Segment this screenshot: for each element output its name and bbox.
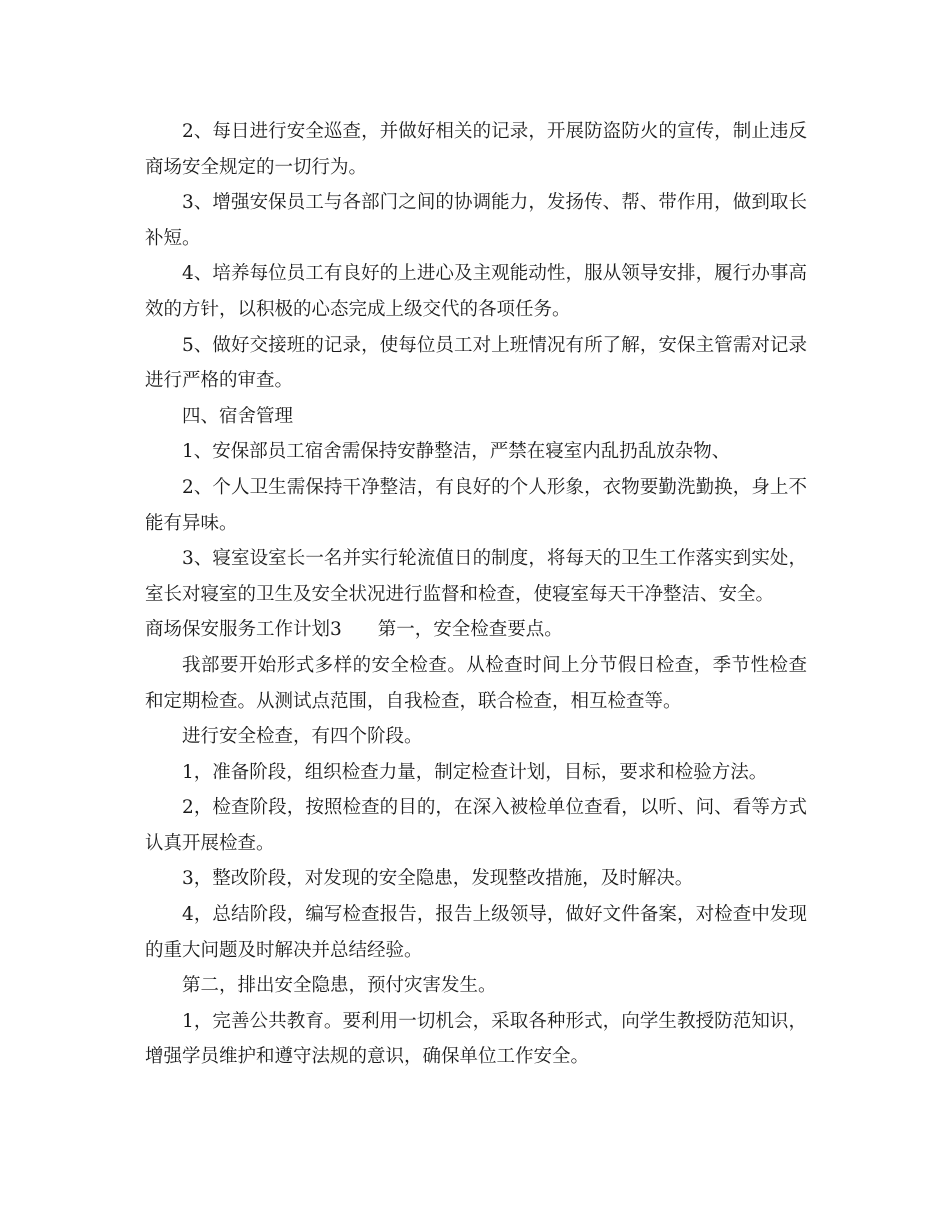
paragraph-coordination: 3、增强安保员工与各部门之间的协调能力，发扬传、帮、带作用，做到取长补短。 bbox=[145, 192, 807, 249]
plan-heading-line bbox=[145, 612, 807, 648]
paragraph-stage-rectify: 3，整改阶段，对发现的安全隐患，发现整改措施，及时解决。 bbox=[182, 868, 694, 890]
paragraph-dorm-quiet: 1、安保部员工宿舍需保持安静整洁，严禁在寝室内乱扔乱放杂物、 bbox=[182, 441, 731, 463]
first-point-heading: 第一，安全检查要点。 bbox=[377, 619, 563, 641]
paragraph-stage-prepare: 1，准备阶段，组织检查力量，制定检查计划，目标，要求和检验方法。 bbox=[182, 761, 768, 783]
section-heading-dormitory: 四、宿舍管理 bbox=[182, 405, 294, 427]
paragraph-stage-inspect: 2，检查阶段，按照检查的目的，在深入被检单位查看，以听、问、看等方式认真开展检查。 bbox=[145, 797, 807, 854]
paragraph-inspection-forms: 我部要开始形式多样的安全检查。从检查时间上分节假日检查，季节性检查和定期检查。从测试点范围，自我检查，联合检查，相互检查等。 bbox=[145, 654, 807, 712]
paragraph-motivation: 4、培养每位员工有良好的上进心及主观能动性，服从领导安排，履行办事高效的方针，以积极的心态完成上级交代的各项任务。 bbox=[145, 263, 807, 320]
paragraph-dorm-leader: 3、寝室设室长一名并实行轮流值日的制度，将每天的卫生工作落实到实处，室长对寝室的卫生及安全状况进行监督和检查，使寝室每天干净整洁、安全。 bbox=[145, 548, 807, 605]
paragraph-patrol: 2、每日进行安全巡查，并做好相关的记录，开展防盗防火的宣传，制止违反商场安全规定的一切行为。 bbox=[145, 121, 807, 178]
paragraph-four-stages: 进行安全检查，有四个阶段。 bbox=[182, 726, 423, 748]
paragraph-public-education: 1，完善公共教育。要利用一切机会，采取各种形式，向学生教授防范知识，增强学员维护和遵守法规的意识，确保单位工作安全。 bbox=[145, 1010, 807, 1068]
paragraph-stage-summary: 4，总结阶段，编写检查报告，报告上级领导，做好文件备案，对检查中发现的重大问题及时解决并总结经验。 bbox=[145, 904, 807, 961]
paragraph-hygiene: 2、个人卫生需保持干净整洁，有良好的个人形象，衣物要勤洗勤换，身上不能有异味。 bbox=[145, 476, 807, 534]
plan-title: 商场保安服务工作计划3 bbox=[145, 619, 342, 641]
second-point-heading: 第二，排出安全隐患，预付灾害发生。 bbox=[182, 975, 497, 997]
document-body bbox=[145, 114, 807, 1075]
paragraph-shift-handover: 5、做好交接班的记录，使每位员工对上班情况有所了解，安保主管需对记录进行严格的审查。 bbox=[145, 334, 807, 392]
